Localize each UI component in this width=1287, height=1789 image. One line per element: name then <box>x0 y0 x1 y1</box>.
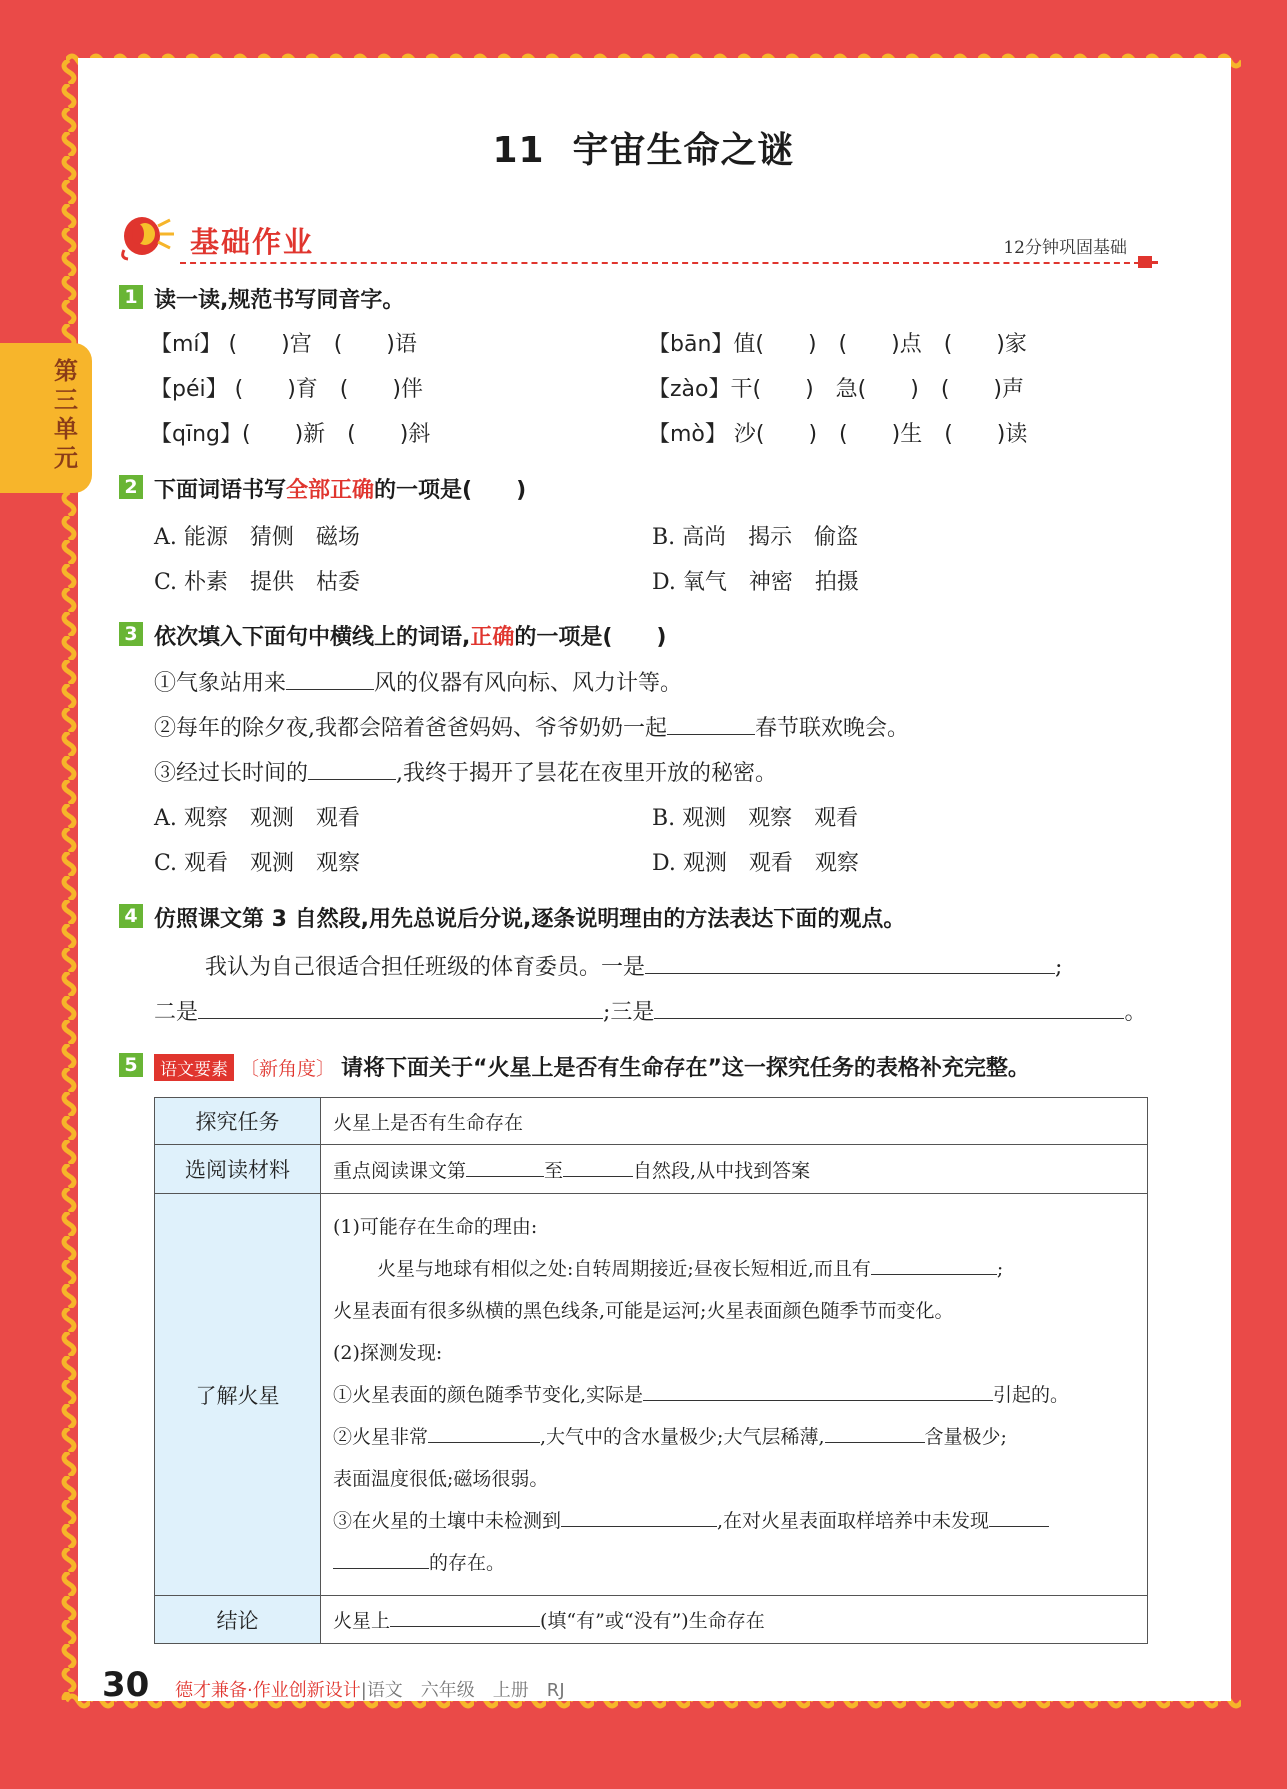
q3-option-c: C. 观看 观测 观察 <box>154 851 361 876</box>
question-number-2: 2 <box>119 475 143 499</box>
fill-blank[interactable] <box>561 1506 717 1527</box>
answer-line[interactable] <box>198 998 603 1019</box>
page-number: 30 <box>102 1665 150 1705</box>
footer-separator: | <box>360 1680 367 1701</box>
fill-blank[interactable] <box>428 1422 540 1443</box>
fill-blank[interactable] <box>286 669 374 690</box>
q1-row-2-right: 【zào】干( ) 急( ) ( )声 <box>648 377 1024 402</box>
fill-blank[interactable] <box>989 1506 1049 1527</box>
row-header-task: 探究任务 <box>155 1098 321 1145</box>
fill-blank[interactable] <box>825 1422 925 1443</box>
finding-3: ③在火星的土壤中未检测到 ,在对火星表面取样培养中未发现 <box>333 1500 1147 1542</box>
question-number-4: 4 <box>119 904 143 928</box>
lesson-number: 11 <box>492 130 545 171</box>
fill-blank[interactable] <box>643 1380 993 1401</box>
finding-3-cont: 的存在。 <box>333 1542 1147 1584</box>
question-4-text: 仿照课文第 3 自然段,用先总说后分说,逐条说明理由的方法表达下面的观点。 <box>154 907 906 932</box>
section-title: 基础作业 <box>190 225 315 259</box>
q4-line-2: 二是 ;三是 。 <box>154 1000 1147 1025</box>
unit-side-tab <box>0 343 92 493</box>
q1-row-1-left: 【mí】 ( )宫 ( )语 <box>150 332 417 357</box>
q2-option-b: B. 高尚 揭示 偷盗 <box>652 525 859 550</box>
section-divider-end <box>1138 256 1152 268</box>
section-divider <box>180 262 1140 264</box>
q2-option-d: D. 氧气 神密 拍摄 <box>652 570 859 595</box>
finding-2: ②火星非常 ,大气中的含水量极少;大气层稀薄, 含量极少; <box>333 1416 1147 1458</box>
answer-line[interactable] <box>645 953 1055 974</box>
fill-blank[interactable] <box>308 759 396 780</box>
answer-line[interactable] <box>654 998 1124 1019</box>
q2-option-c: C. 朴素 提供 枯委 <box>154 570 361 595</box>
q2-option-a: A. 能源 猜侧 磁场 <box>154 525 360 550</box>
reason-line-1: 火星与地球有相似之处:自转周期接近;昼夜长短相近,而且有 ; <box>333 1248 1147 1290</box>
question-5-text: 语文要素 〔新角度〕 请将下面关于“火星上是否有生命存在”这一探究任务的表格补充完整。 <box>154 1051 1030 1082</box>
q3-emphasis: 正确 <box>470 625 515 650</box>
reason-heading: (1)可能存在生命的理由: <box>333 1215 538 1238</box>
question-3-text: 依次填入下面句中横线上的词语,正确的一项是( ) <box>154 625 667 650</box>
learn-mars-cell <box>321 1194 1148 1596</box>
q3-sentence-3: ③经过长时间的 ,我终于揭开了昙花在夜里开放的秘密。 <box>154 761 778 786</box>
bell-icon <box>118 212 178 262</box>
question-2-text: 下面词语书写全部正确的一项是( ) <box>154 478 527 503</box>
fill-blank[interactable] <box>466 1156 544 1177</box>
finding-2-cont: 表面温度很低;磁场很弱。 <box>333 1467 549 1490</box>
q1-row-3-left: 【qīng】( )新 ( )斜 <box>150 422 431 447</box>
section-divider-tip <box>1152 261 1158 264</box>
conclusion-cell: 火星上 (填“有”或“没有”)生命存在 <box>321 1596 1148 1644</box>
finding-1: ①火星表面的颜色随季节变化,实际是 引起的。 <box>333 1374 1147 1416</box>
q1-row-1-right: 【bān】值( ) ( )点 ( )家 <box>648 332 1027 357</box>
unit-label: 第三单元 <box>54 357 78 472</box>
lesson-title <box>0 122 1287 173</box>
material-cell: 重点阅读课文第 至 自然段,从中找到答案 <box>321 1145 1148 1194</box>
section-note: 12分钟巩固基础 <box>1003 238 1127 258</box>
q1-row-3-right: 【mò】 沙( ) ( )生 ( )读 <box>648 422 1028 447</box>
footer-series: 德才兼备·作业创新设计|语文 六年级 上册 RJ <box>175 1680 565 1701</box>
question-number-3: 3 <box>119 622 143 646</box>
fill-blank[interactable] <box>871 1254 997 1275</box>
inquiry-table <box>154 1097 1148 1644</box>
q1-row-2-left: 【péi】 ( )育 ( )伴 <box>150 377 423 402</box>
q3-option-a: A. 观察 观测 观看 <box>154 806 360 831</box>
q3-sentence-1: ①气象站用来 风的仪器有风向标、风力计等。 <box>154 671 683 696</box>
row-header-learn-mars: 了解火星 <box>155 1194 321 1596</box>
q3-option-d: D. 观测 观看 观察 <box>652 851 859 876</box>
category-tag: 语文要素 <box>154 1054 234 1081</box>
q3-option-b: B. 观测 观察 观看 <box>652 806 859 831</box>
q2-emphasis: 全部正确 <box>286 478 375 503</box>
fill-blank[interactable] <box>667 714 755 735</box>
findings-heading: (2)探测发现: <box>333 1341 443 1364</box>
new-angle-tag: 〔新角度〕 <box>240 1058 336 1080</box>
task-cell: 火星上是否有生命存在 <box>321 1098 1148 1145</box>
fill-blank[interactable] <box>333 1548 429 1569</box>
question-number-1: 1 <box>119 285 143 309</box>
row-header-conclusion: 结论 <box>155 1596 321 1644</box>
row-header-material: 选阅读材料 <box>155 1145 321 1194</box>
question-1-text: 读一读,规范书写同音字。 <box>154 288 405 313</box>
fill-blank[interactable] <box>390 1606 540 1627</box>
fill-blank[interactable] <box>563 1156 633 1177</box>
footer-info: 语文 六年级 上册 RJ <box>366 1680 565 1701</box>
lesson-name: 宇宙生命之谜 <box>572 130 795 171</box>
q4-line-1: 我认为自己很适合担任班级的体育委员。一是 ; <box>205 955 1063 980</box>
reason-line-2: 火星表面有很多纵横的黑色线条,可能是运河;火星表面颜色随季节而变化。 <box>333 1299 954 1322</box>
question-number-5: 5 <box>119 1053 143 1077</box>
q3-sentence-2: ②每年的除夕夜,我都会陪着爸爸妈妈、爷爷奶奶一起 春节联欢晚会。 <box>154 716 910 741</box>
